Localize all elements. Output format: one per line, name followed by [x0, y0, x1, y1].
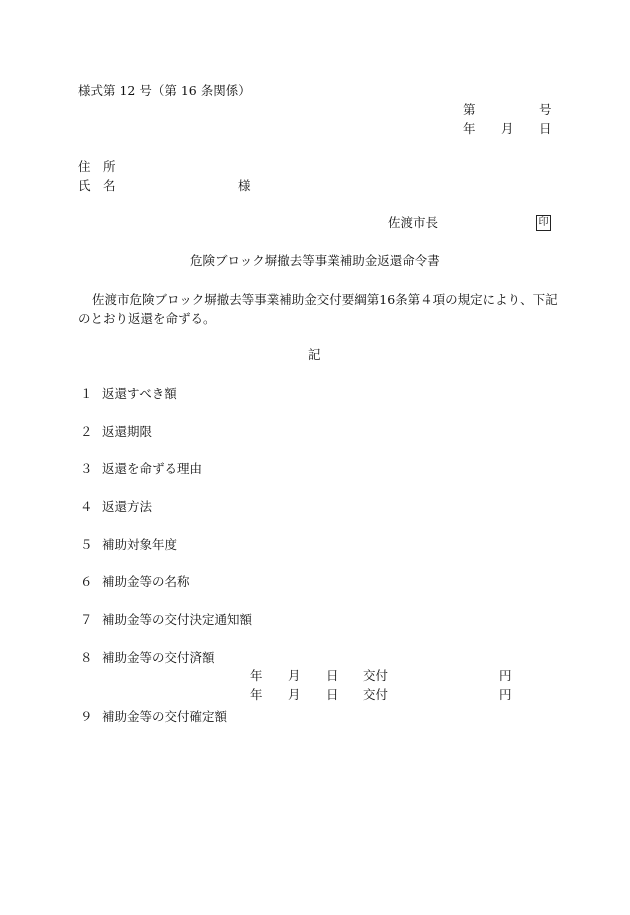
document-title: 危険ブロック塀撤去等事業補助金返還命令書 — [190, 253, 440, 268]
item-number: ３ — [80, 461, 93, 476]
payment-year: 年 — [250, 687, 263, 702]
item-number: ８ — [80, 650, 93, 665]
address-label: 住 所 — [78, 159, 116, 174]
item-label: 返還期限 — [102, 424, 153, 439]
payment-month: 月 — [288, 668, 301, 683]
payment-unit: 円 — [499, 687, 512, 702]
item-label: 補助金等の名称 — [102, 574, 190, 589]
item-label: 補助金等の交付決定通知額 — [102, 612, 253, 627]
date-day: 日 — [539, 121, 552, 136]
payment-kind: 交付 — [363, 687, 389, 702]
doc-number-suffix: 号 — [539, 102, 552, 117]
date-month: 月 — [501, 121, 514, 136]
date-year: 年 — [463, 121, 476, 136]
payment-unit: 円 — [499, 668, 512, 683]
item-label: 補助対象年度 — [102, 537, 178, 552]
honorific: 様 — [238, 178, 251, 193]
item-number: ４ — [80, 499, 93, 514]
doc-number-prefix: 第 — [463, 102, 476, 117]
item-label: 返還すべき額 — [102, 386, 177, 401]
item-label: 補助金等の交付済額 — [102, 650, 215, 665]
form-number: 様式第 12 号（第 16 条関係） — [78, 83, 251, 98]
item-label: 補助金等の交付確定額 — [102, 709, 228, 724]
item-number: ５ — [80, 537, 93, 552]
payment-year: 年 — [250, 668, 263, 683]
payment-day: 日 — [326, 668, 339, 683]
seal-mark — [536, 215, 551, 231]
item-label: 返還方法 — [102, 499, 153, 514]
item-number: １ — [80, 386, 93, 401]
body-line-1: 佐渡市危険ブロック塀撤去等事業補助金交付要綱第16条第４項の規定により、下記 — [92, 292, 558, 307]
payment-month: 月 — [288, 687, 301, 702]
item-number: ６ — [80, 574, 93, 589]
item-number: ９ — [80, 709, 93, 724]
body-line-2: のとおり返還を命ずる。 — [78, 311, 216, 326]
payment-day: 日 — [326, 687, 339, 702]
item-label: 返還を命ずる理由 — [102, 461, 203, 476]
item-number: ７ — [80, 612, 93, 627]
item-number: ２ — [80, 424, 93, 439]
payment-kind: 交付 — [363, 668, 389, 683]
ki-heading: 記 — [308, 347, 321, 362]
seal-label: 印 — [538, 217, 549, 228]
issuer-title: 佐渡市長 — [388, 215, 439, 230]
name-label: 氏 名 — [78, 178, 116, 193]
